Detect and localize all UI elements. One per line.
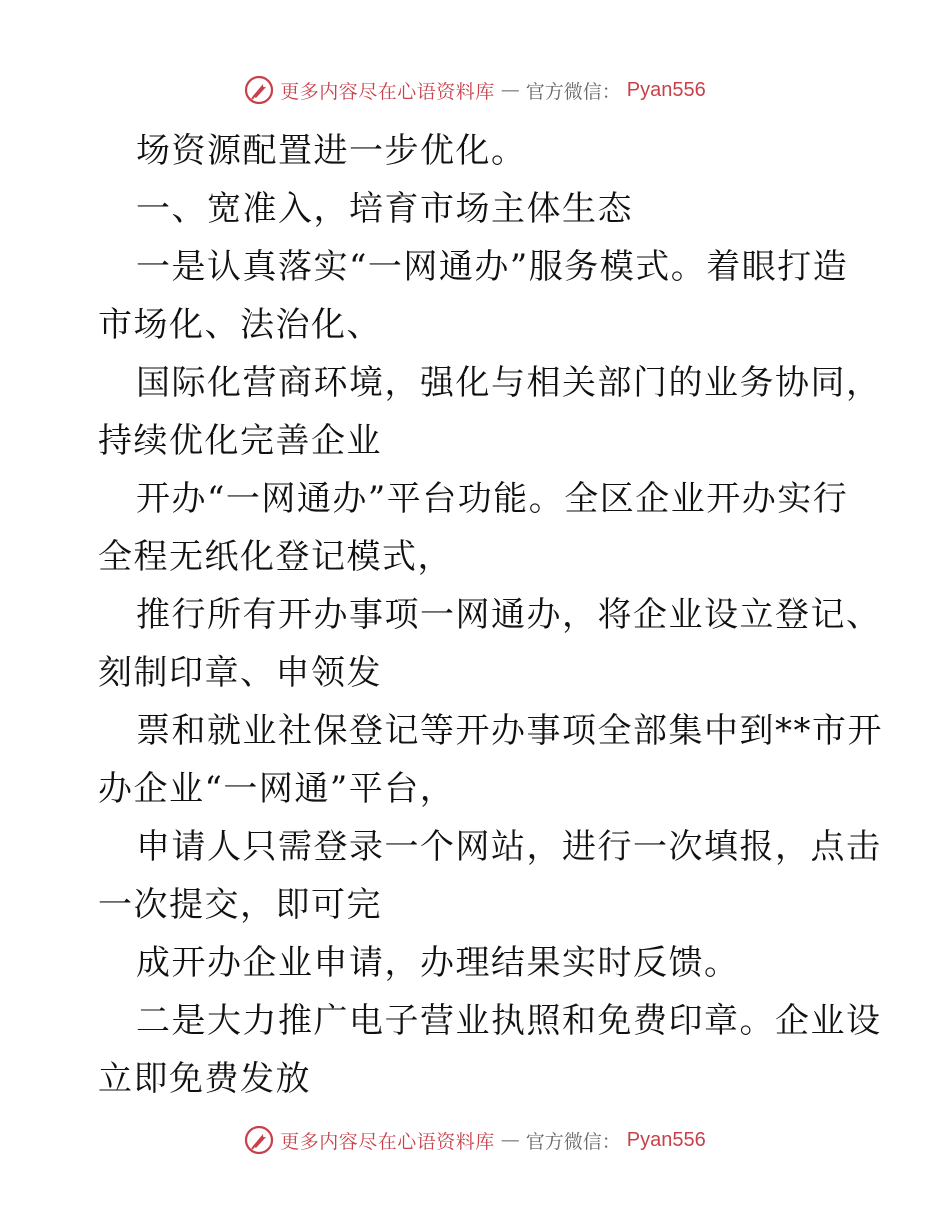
paragraph-line: 一次提交，即可完 — [98, 885, 382, 925]
watermark-wechat-label: 官方微信： — [525, 1130, 621, 1153]
watermark-wechat-label: 官方微信： — [525, 80, 621, 103]
document-body — [98, 122, 883, 1108]
paragraph-line: 开办“一网通办”平台功能。全区企业开办实行 — [136, 479, 849, 519]
paragraph-line: 市场化、法治化、 — [98, 305, 382, 345]
header-watermark — [0, 70, 950, 110]
paragraph-line: 办企业“一网通”平台， — [98, 769, 456, 809]
section-heading: 一、宽准入，培育市场主体生态 — [136, 189, 633, 229]
paragraph-line: 场资源配置进一步优化。 — [136, 131, 527, 171]
paragraph-line: 推行所有开办事项一网通办，将企业设立登记、 — [136, 595, 882, 635]
pen-nib-logo-icon — [244, 1125, 274, 1155]
watermark-separator: — — [500, 79, 520, 101]
paragraph-line: 申请人只需登录一个网站，进行一次填报，点击 — [136, 827, 882, 867]
watermark-wechat-id: Pyan556 — [626, 78, 706, 101]
watermark-separator: — — [500, 1129, 520, 1151]
paragraph-line: 国际化营商环境，强化与相关部门的业务协同， — [136, 363, 882, 403]
paragraph-line: 一是认真落实“一网通办”服务模式。着眼打造 — [136, 247, 849, 287]
footer-watermark — [0, 1120, 950, 1160]
paragraph-line: 持续优化完善企业 — [98, 421, 382, 461]
paragraph-line: 二是大力推广电子营业执照和免费印章。企业设 — [136, 1001, 882, 1041]
watermark-site-text: 更多内容尽在心语资料库 — [280, 1130, 495, 1153]
paragraph-line: 立即免费发放 — [98, 1059, 311, 1099]
paragraph-line: 成开办企业申请，办理结果实时反馈。 — [136, 943, 740, 983]
watermark-site-text: 更多内容尽在心语资料库 — [280, 80, 495, 103]
watermark-wechat-id: Pyan556 — [626, 1128, 706, 1151]
paragraph-line: 全程无纸化登记模式， — [98, 537, 453, 577]
pen-nib-logo-icon — [244, 75, 274, 105]
paragraph-line: 刻制印章、申领发 — [98, 653, 382, 693]
paragraph-line: 票和就业社保登记等开办事项全部集中到**市开 — [136, 711, 883, 751]
